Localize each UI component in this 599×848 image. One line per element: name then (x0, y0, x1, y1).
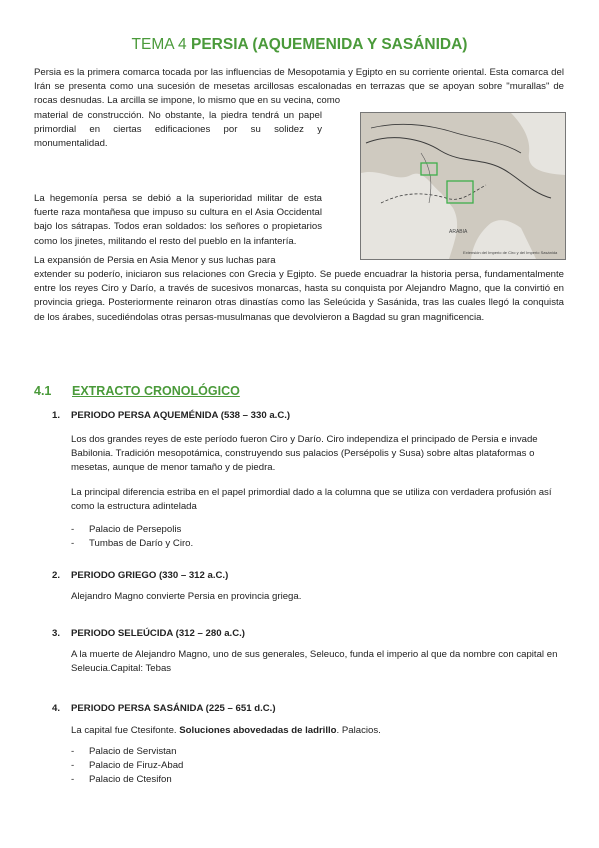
period-1-text (71, 433, 563, 476)
section-number: 4.1 (34, 384, 52, 398)
period-4-text: La capital fue Ctesifonte. Soluciones abovedadas de ladrillo. Palacios. (71, 725, 381, 736)
period-1-paragraph-b: La principal diferencia estriba en el papel primordial dado a la columna que se utiliza con verdadera profusión así como la estructura adintelada (71, 487, 552, 513)
period-3-text: A la muerte de Alejandro Magno, uno de sus generales, Seleuco, funda el imperio al que da nombre con capital en Seleucia.Capital: Tebas (71, 649, 558, 675)
section-title: EXTRACTO CRONOLÓGICO (72, 384, 240, 398)
map-caption: Extensión del Imperio de Ciro y del Imperio Sasánida (463, 250, 558, 255)
page-title (0, 36, 599, 54)
list-item: - Palacio de Servistan (71, 746, 177, 757)
intro-paragraph-2: La hegemonía persa se debió a la superioridad militar de esta fuerte raza montañesa que impuso su cultura en el Asia Occidental bajo los sátrapas. Todos eran soldados: los señores o propietarios como los jinetes, militando el resto del pueblo en la infantería. (34, 193, 322, 247)
period-heading-1: 1. PERIODO PERSA AQUEMÉNIDA (538 – 330 a.C.) (52, 410, 291, 421)
list-item: - Palacio de Persepolis (71, 524, 182, 535)
period-4-list (71, 745, 183, 788)
title-prefix: TEMA 4 (131, 36, 191, 53)
section-heading (34, 384, 240, 398)
period-1-paragraph-a: Los dos grandes reyes de este período fueron Ciro y Darío. Ciro independiza el principado de Persia e invade Babilonia. Tradición mesopotámica, construyendo sus palacios (Persépolis y Susa) sobre altas plataformas o mesetas, aunque de menor tamaño y de piedra. (71, 434, 538, 474)
list-item: - Palacio de Ctesifon (71, 774, 172, 786)
period-2-text: Alejandro Magno convierte Persia en provincia griega. (71, 591, 302, 602)
period-heading-4: 4. PERIODO PERSA SASÁNIDA (225 – 651 d.C.) (52, 703, 276, 714)
intro-paragraph-3: La expansión de Persia en Asia Menor y sus luchas para extender su poderío, iniciaron sus relaciones con Grecia y Egipto. Se puede encuadrar la historia persa, fundamentalmente entre los reyes Ciro y Darío, a través de sucesivos monarcas, hasta su conquista por Alejandro Magno, que la convirtió en provincia griega. Posteriormente reinaron otras dinastías como las Seleúcida y Sasánida, tras las cuales llegó la conquista de los árabes, sucediéndolas otras persas-musulmanas que devolvieron a Bagdad su gran magnificencia. (34, 254, 564, 323)
period-1-text-b (71, 486, 563, 514)
intro-paragraph-1: Persia es la primera comarca tocada por las influencias de Mesopotamia y Egipto en su corriente oriental. Esta comarca del Irán se presenta como una sucesión de mesetas arcillosas escalonadas en terrazas que se apoyan sobre "murallas" de rocas desnudas. La arcilla se impone, lo mismo que en su vecina, como material de construcción. No obstante, la piedra tendrá un papel primordial en ciertas edificaciones por su solidez y monumentalidad. (34, 67, 564, 150)
list-item: - Palacio de Firuz-Abad (71, 760, 184, 772)
period-1-list (71, 523, 193, 551)
period-heading-2: 2. PERIODO GRIEGO (330 – 312 a.C.) (52, 570, 229, 581)
title-main: PERSIA (AQUEMENIDA Y SASÁNIDA) (190, 36, 468, 53)
list-item: - Tumbas de Darío y Ciro. (71, 538, 194, 550)
intro-text-2 (34, 192, 564, 330)
period-heading-3: 3. PERIODO SELEÚCIDA (312 – 280 a.C.) (52, 628, 245, 639)
bold-emphasis: Soluciones abovedadas de ladrillo (179, 725, 337, 736)
map-label-arabia: ARABIA (449, 229, 468, 235)
